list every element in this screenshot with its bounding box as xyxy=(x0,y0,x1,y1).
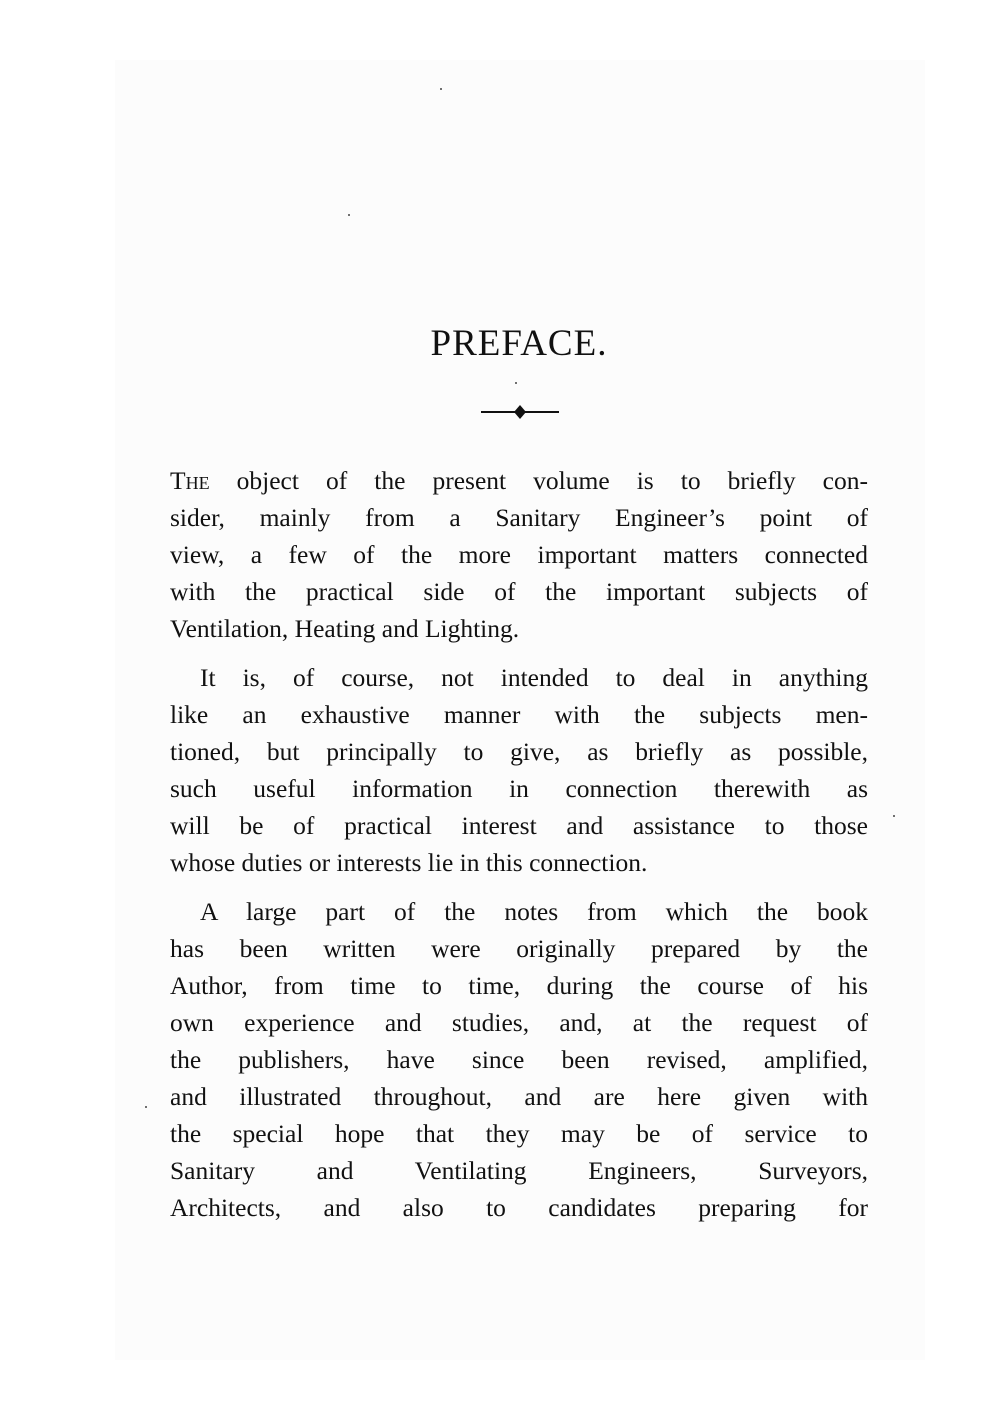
text-line: the publishers, have since been revised, amplified, xyxy=(170,1045,868,1074)
text-line: Sanitary and Ventilating Engineers, Surveyors, xyxy=(170,1156,868,1185)
text-line: whose duties or interests lie in this connection. xyxy=(170,848,648,877)
text-line: The object of the present volume is to briefly con- xyxy=(170,466,868,495)
paragraph-2 xyxy=(170,659,868,881)
text-line: Author, from time to time, during the course of his xyxy=(170,971,868,1000)
text-line: Ventilation, Heating and Lighting. xyxy=(170,614,520,643)
text-line: It is, of course, not intended to deal in anything xyxy=(200,663,868,692)
paragraph-1 xyxy=(170,462,868,647)
text-line: tioned, but principally to give, as briefly as possible, xyxy=(170,737,868,766)
text-line: sider, mainly from a Sanitary Engineer’s point of xyxy=(170,503,868,532)
text-line: such useful information in connection therewith as xyxy=(170,774,868,803)
paragraph-3 xyxy=(170,893,868,1226)
text-line: with the practical side of the important subjects of xyxy=(170,577,868,606)
text-line: A large part of the notes from which the book xyxy=(200,897,868,926)
text-line: view, a few of the more important matters connected xyxy=(170,540,868,569)
scan-speck xyxy=(515,382,517,384)
text-line: like an exhaustive manner with the subjects men- xyxy=(170,700,868,729)
text-line: will be of practical interest and assistance to those xyxy=(170,811,868,840)
scan-speck xyxy=(893,815,895,817)
scan-speck xyxy=(348,214,350,216)
text-line: the special hope that they may be of service to xyxy=(170,1119,868,1148)
preface-body xyxy=(170,462,868,1238)
text-line: own experience and studies, and, at the request of xyxy=(170,1008,868,1037)
text-line: has been written were originally prepared by the xyxy=(170,934,868,963)
lead-word: The xyxy=(170,466,210,495)
scan-speck xyxy=(440,88,442,90)
title-ornament-icon xyxy=(481,404,559,420)
text-line: and illustrated throughout, and are here given with xyxy=(170,1082,868,1111)
scan-speck xyxy=(145,1106,147,1108)
page-title: PREFACE. xyxy=(430,323,608,364)
text-line: Architects, and also to candidates preparing for xyxy=(170,1193,868,1222)
